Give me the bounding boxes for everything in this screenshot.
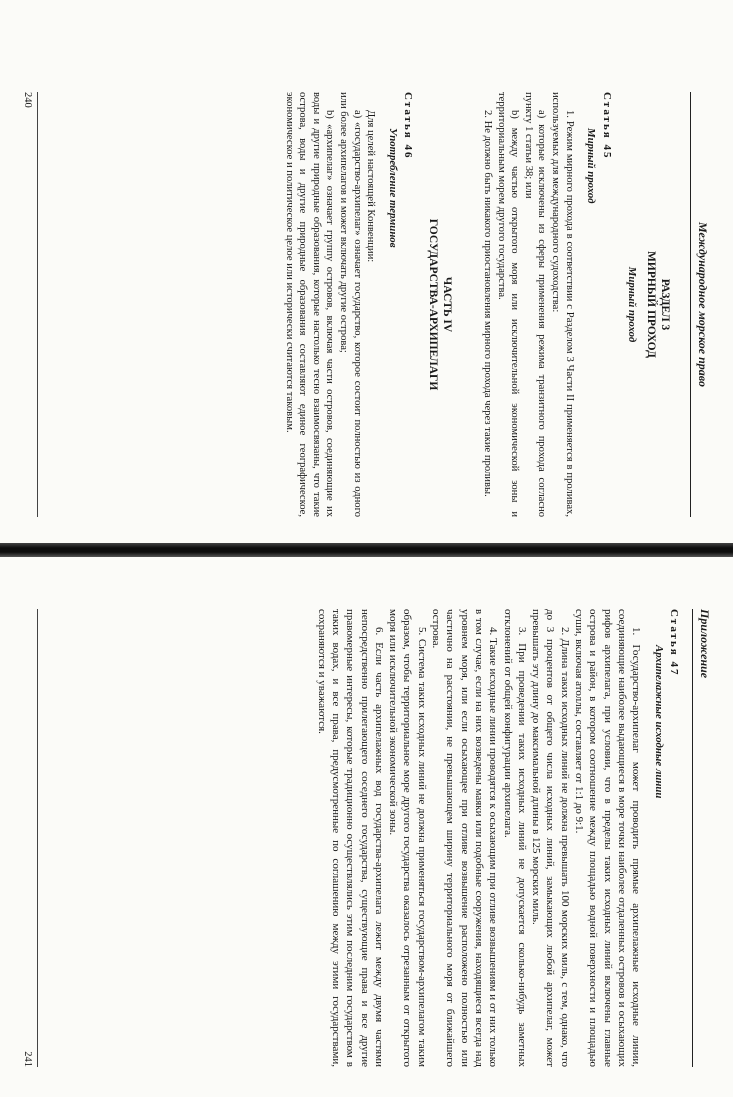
article-46-label: Статья 46 [402, 92, 415, 160]
section-subtitle: Мирный проход [626, 266, 639, 343]
article-47-paragraph: 4. Такие исходные линии проводятся к осыхающим при отливе возвышениям и от них только в том случае, если на них возведены маяки или подобные сооружения, находящиеся всегда над уровнем моря, или если осыхающее при отливе возвышение расположено полностью или частично на расстоянии, не превышающем ширину территориального моря от ближайшего острова. [430, 609, 500, 1067]
page-number-left: 240 [20, 92, 38, 517]
part-name: ГОСУДАРСТВА-АРХИПЕЛАГИ [427, 218, 440, 391]
article-46-paragraph: b) «архипелаг» означает группу островов, включая части островов, соединяющие их воды и другие природные образования, которые настолько тесно взаимосвязаны, что такие острова, воды и другие природные образования составляют единое географическое, экономическое и политическое целое или исторически считаются таковым. [283, 92, 336, 517]
section-name: МИРНЫЙ ПРОХОД [645, 251, 658, 358]
running-head-left: Международное морское право [690, 92, 709, 517]
book-gutter [0, 543, 733, 557]
article-45-paragraph: a) которые исключены из сферы применения режима транзитного прохода согласно пункту 1 статьи 38; или [522, 92, 548, 517]
article-47-paragraph: 3. При проведении таких исходных линий не допускается сколько-нибудь заметных отклонений от общей конфигурации архипелага. [501, 609, 528, 1067]
running-head-right: Приложение [692, 609, 711, 1067]
article-47-paragraph: 6. Если часть архипелажных вод государства-архипелага лежит между двумя частями непосредственно прилегающего соседнего государства, существующие права и все другие правомерные интересы, которые традиционно осуществлялись этим последним государством в таких водах, и все права, предусмотренные по соглашению между этими государствами, сохраняются и уважаются. [315, 609, 385, 1067]
article-47-paragraph: 1. Государство-архипелаг может проводить прямые архипелажные исходные линии, соединяющие наиболее выдающиеся в море точки наиболее отдаленных островов и осыхающих рифов архипелага, при условии, что в пределы таких исходных линий включены главные острова и район, в котором соотношение между площадью водной поверхности и площадью суши, включая атоллы, составляет от 1:1 до 9:1. [573, 609, 643, 1067]
article-47-title: Архипелажные исходные линии [652, 645, 665, 799]
right-page [0, 557, 733, 1097]
article-46-paragraph: Для целей настоящей Конвенции: [365, 110, 377, 263]
part-title: ЧАСТЬ IV [441, 276, 454, 333]
article-45-title: Мирный проход [585, 128, 598, 204]
article-47-label: Статья 47 [668, 609, 681, 677]
section-title: РАЗДЕЛ 3 [659, 278, 672, 331]
article-46-paragraph: a) «государство-архипелаг» означает государство, которое состоит полностью из одного или более архипелагов и может включать другие острова; [338, 92, 363, 517]
left-page [0, 0, 733, 543]
article-47-paragraph: 2. Длина таких исходных линий не должна превышать 100 морских миль, с тем, однако, что до 3 процентов от общего числа исходных линий, замыкающих любой архипелаг, может превышать эту длину до максимальной длины в 125 морских миль. [530, 609, 571, 1067]
article-45-paragraph: b) между частью открытого моря или исключительной экономической зоны и территориальным морем другого государства. [495, 92, 521, 517]
article-45-paragraph: 2. Не должно быть никакого приостановления мирного прохода через такие проливы. [482, 110, 494, 497]
article-45-label: Статья 45 [600, 92, 613, 160]
article-47-paragraph: 5. Система таких исходных линий не должна применяться государством-архипелагом таким образом, чтобы территориальное море другого государства оказалось отрезанным от открытого моря или исключительной экономической зоны. [387, 609, 428, 1067]
page-number-right: 241 [20, 609, 38, 1067]
article-45-paragraph: 1. Режим мирного прохода в соответствии с Разделом 3 Части II применяется в проливах, используемых для международного судоходства: [550, 92, 575, 517]
article-46-title: Употребление терминов [386, 128, 399, 248]
